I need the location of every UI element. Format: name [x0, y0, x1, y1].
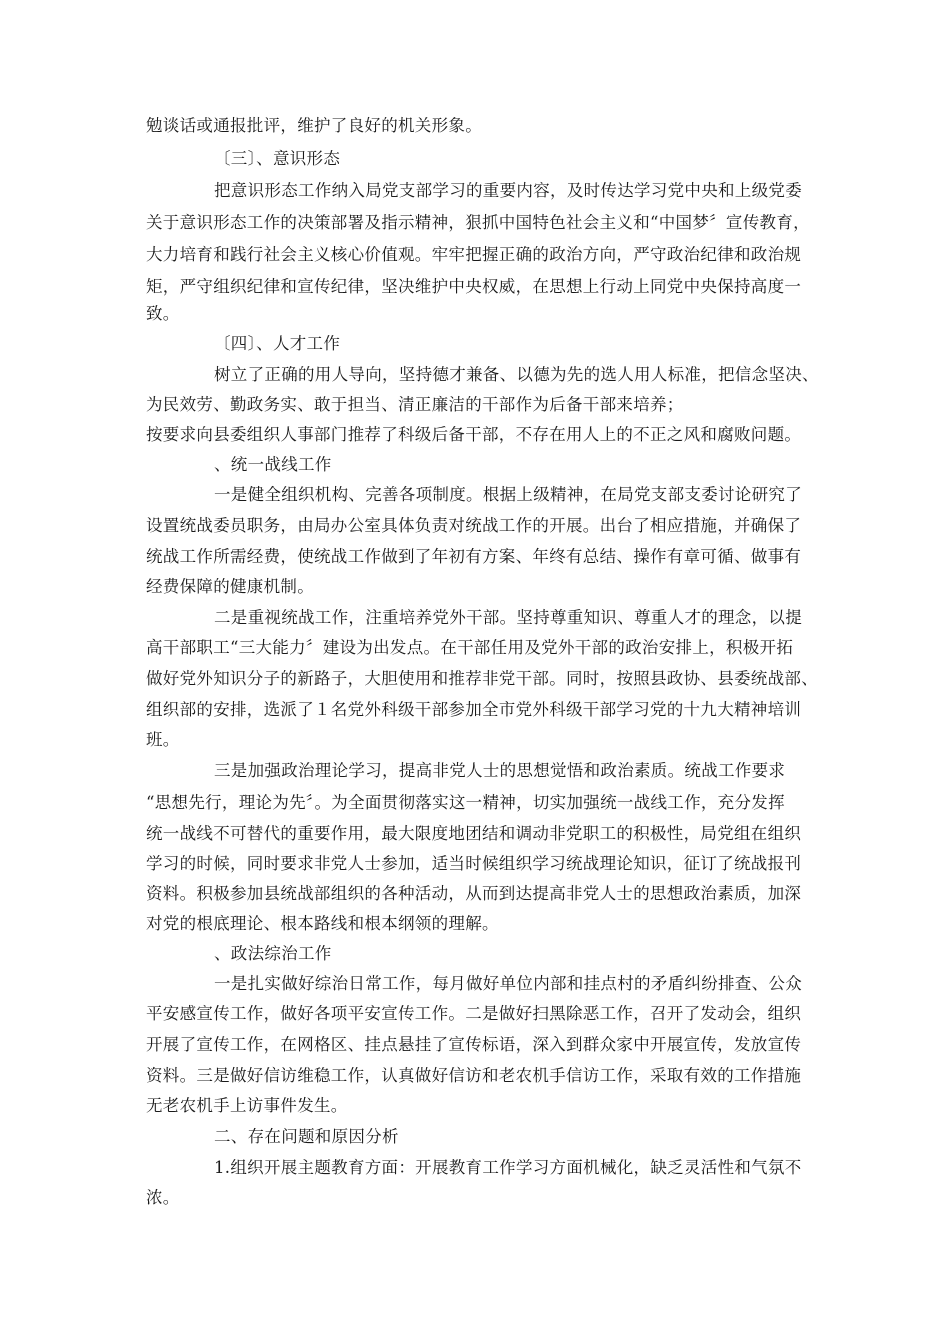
text-line: 平安感宣传工作，做好各项平安宣传工作。二是做好扫黑除恶工作，召开了发动会，组织 — [146, 1004, 802, 1023]
text-line: 三是加强政治理论学习，提高非党人士的思想觉悟和政治素质。统战工作要求 — [214, 761, 786, 780]
text-line: 统一战线不可替代的重要作用，最大限度地团结和调动非党职工的积极性，局党组在组织 — [146, 824, 802, 843]
text-line: 学习的时候，同时要求非党人士参加，适当时候组织学习统战理论知识，征订了统战报刊 — [146, 854, 802, 873]
text-line: 树立了正确的用人导向，坚持德才兼备、以德为先的选人用人标准，把信念坚决、 — [214, 365, 819, 384]
text-line: 班。 — [146, 730, 180, 749]
text-line: 开展了宣传工作，在网格区、挂点悬挂了宣传标语，深入到群众家中开展宣传，发放宣传 — [146, 1035, 802, 1054]
text-line: 大力培育和践行社会主义核心价值观。牢牢把握正确的政治方向，严守政治纪律和政治规 — [146, 245, 802, 264]
text-line: 一是扎实做好综治日常工作，每月做好单位内部和挂点村的矛盾纠纷排查、公众 — [214, 974, 802, 993]
section-heading-ideology: 〔三〕、意识形态 — [214, 149, 341, 168]
text-line: 矩，严守组织纪律和宣传纪律，坚决维护中央权威，在思想上行动上同党中央保持高度一 — [146, 277, 802, 296]
text-line: 勉谈话或通报批评，维护了良好的机关形象。 — [146, 116, 482, 135]
text-line: “思想先行，理论为先〞。为全面贯彻落实这一精神，切实加强统一战线工作，充分发挥 — [146, 793, 785, 812]
text-line: 设置统战委员职务，由局办公室具体负责对统战工作的开展。出台了相应措施，并确保了 — [146, 516, 802, 535]
section-heading-united-front: 、统一战线工作 — [214, 455, 332, 474]
section-heading-talent: 〔四〕、人才工作 — [214, 334, 341, 353]
text-line: 对党的根底理论、根本路线和根本纲领的理解。 — [146, 914, 499, 933]
text-line: 无老农机手上访事件发生。 — [146, 1096, 348, 1115]
text-line: 按要求向县委组织人事部门推荐了科级后备干部，不存在用人上的不正之风和腐败问题。 — [146, 425, 802, 444]
text-line: 经费保障的健康机制。 — [146, 577, 314, 596]
text-line: 高干部职工“三大能力〞建设为出发点。在干部任用及党外干部的政治安排上，积极开拓 — [146, 638, 794, 657]
text-line: 资料。积极参加县统战部组织的各种活动，从而到达提高非党人士的思想政治素质，加深 — [146, 884, 802, 903]
text-line: 把意识形态工作纳入局党支部学习的重要内容，及时传达学习党中央和上级党委 — [214, 181, 802, 200]
text-line: 二是重视统战工作，注重培养党外干部。坚持尊重知识、尊重人才的理念，以提 — [214, 608, 802, 627]
text-line: 为民效劳、勤政务实、敢于担当、清正廉洁的干部作为后备干部来培养； — [146, 395, 684, 414]
text-line: 致。 — [146, 304, 180, 323]
text-line: 统战工作所需经费，使统战工作做到了年初有方案、年终有总结、操作有章可循、做事有 — [146, 547, 802, 566]
text-line: 组织部的安排，选派了１名党外科级干部参加全市党外科级干部学习党的十九大精神培训 — [146, 700, 802, 719]
text-line: 一是健全组织机构、完善各项制度。根据上级精神，在局党支部支委讨论研究了 — [214, 485, 802, 504]
text-line: 浓。 — [146, 1188, 180, 1207]
section-heading-problems: 二、存在问题和原因分析 — [214, 1127, 399, 1146]
text-line: 资料。三是做好信访维稳工作，认真做好信访和老农机手信访工作，采取有效的工作措施 — [146, 1066, 802, 1085]
text-line: 关于意识形态工作的决策部署及指示精神，狠抓中国特色社会主义和“中国梦〞宣传教育， — [146, 213, 810, 232]
text-line: 1.组织开展主题教育方面：开展教育工作学习方面机械化，缺乏灵活性和气氛不 — [214, 1158, 802, 1177]
section-heading-law: 、政法综治工作 — [214, 944, 332, 963]
text-line: 做好党外知识分子的新路子，大胆使用和推荐非党干部。同时，按照县政协、县委统战部、 — [146, 669, 818, 688]
